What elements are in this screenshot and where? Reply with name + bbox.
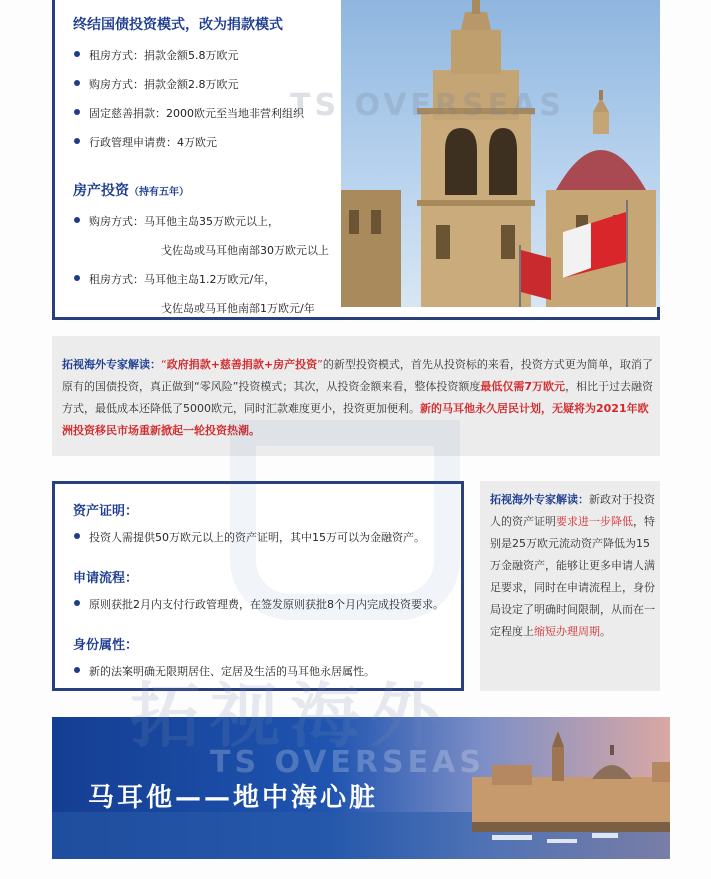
side-highlight-2: 缩短办理周期 <box>534 625 600 638</box>
process-item: 原则获批2月内支付行政管理费，在签发原则获批8个月内完成投资要求。 <box>73 596 453 612</box>
church-illustration <box>341 0 660 307</box>
asset-proof-title: 资产证明： <box>73 504 139 519</box>
expert-label: 拓视海外专家解读： <box>62 358 161 371</box>
process-title: 申请流程： <box>73 571 139 586</box>
analysis-text-1: 的新型投资模式，首先从投资标的来看，投资方式更为简单，取消了原有的国债投资，真正做到“零风险”投资模式；其次，从投资金额来看，整体投资额度 <box>62 358 653 393</box>
expert-analysis-panel <box>52 336 660 456</box>
expert-analysis-paragraph <box>62 354 654 442</box>
property-item-rent: 租房方式：马耳他主岛1.2万欧元/年， <box>73 271 353 287</box>
watermark-top-latin: TS OVERSEAS <box>290 88 565 123</box>
open-quote: “ <box>161 358 167 371</box>
malta-church-photo <box>341 0 660 307</box>
identity-title: 身份属性： <box>73 638 139 653</box>
side-highlight-1: 要求进一步降低 <box>556 515 633 528</box>
property-item-buy: 购房方式：马耳他主岛35万欧元以上， <box>73 213 353 229</box>
analysis-text-2: ，相比于过去融资方式，最低成本还降低了5000欧元，同时汇款难度更小，投资更加便利。 <box>62 380 654 415</box>
property-investment-title <box>73 180 353 200</box>
donation-item-buy: 购房方式：捐款金额2.8万欧元 <box>73 76 353 92</box>
donation-model-text <box>73 14 353 316</box>
expert-side-panel <box>480 481 660 691</box>
side-paragraph <box>490 489 656 643</box>
requirements-panel <box>52 481 464 691</box>
donation-item-rent: 租房方式：捐款金额5.8万欧元 <box>73 47 353 63</box>
donation-item-charity: 固定慈善捐款：2000欧元至当地非营利组织 <box>73 105 353 121</box>
malta-banner <box>52 717 670 859</box>
watermark-bottom-latin: TS OVERSEAS <box>210 745 485 780</box>
policy-highlight: 政府捐款+慈善捐款+房产投资 <box>166 358 318 371</box>
conclusion-highlight: 新的马耳他永久居民计划，无疑将为2021年欧洲投资移民市场重新掀起一轮投资热潮。 <box>62 402 649 437</box>
identity-item: 新的法案明确无限期居住、定居及生活的马耳他永居属性。 <box>73 663 453 679</box>
donation-item-admin-fee: 行政管理申请费：4万欧元 <box>73 134 353 150</box>
banner-title: 马耳他——地中海心脏 <box>88 783 379 813</box>
side-expert-label: 拓视海外专家解读： <box>490 493 589 506</box>
donation-model-panel <box>52 0 660 320</box>
side-text-2: ，特别是25万欧元流动资产降低为15万金融资产，能够让更多申请人满足要求，同时在申请流程上，身份局设定了明确时间限制，从而在一定程度上 <box>490 515 655 638</box>
watermark-bottom: 拓视海外 <box>130 675 450 757</box>
donation-model-title: 终结国债投资模式，改为捐款模式 <box>73 17 283 33</box>
asset-proof-item: 投资人需提供50万欧元以上的资产证明，其中15万可以为金融资产。 <box>73 529 453 545</box>
side-text-1: 新政对于投资人的资产证明 <box>490 493 655 528</box>
property-hold-note: （持有五年） <box>129 187 189 198</box>
close-quote: ” <box>317 358 323 371</box>
property-item-rent-sub: 戈佐岛或马耳他南部1万欧元/年 <box>161 302 315 315</box>
property-title-text: 房产投资 <box>73 183 129 199</box>
requirements-text <box>73 500 453 679</box>
side-text-3: 。 <box>600 625 611 638</box>
min-investment-highlight: 最低仅需7万欧元 <box>480 380 566 393</box>
property-item-buy-sub: 戈佐岛或马耳他南部30万欧元以上 <box>161 244 329 257</box>
